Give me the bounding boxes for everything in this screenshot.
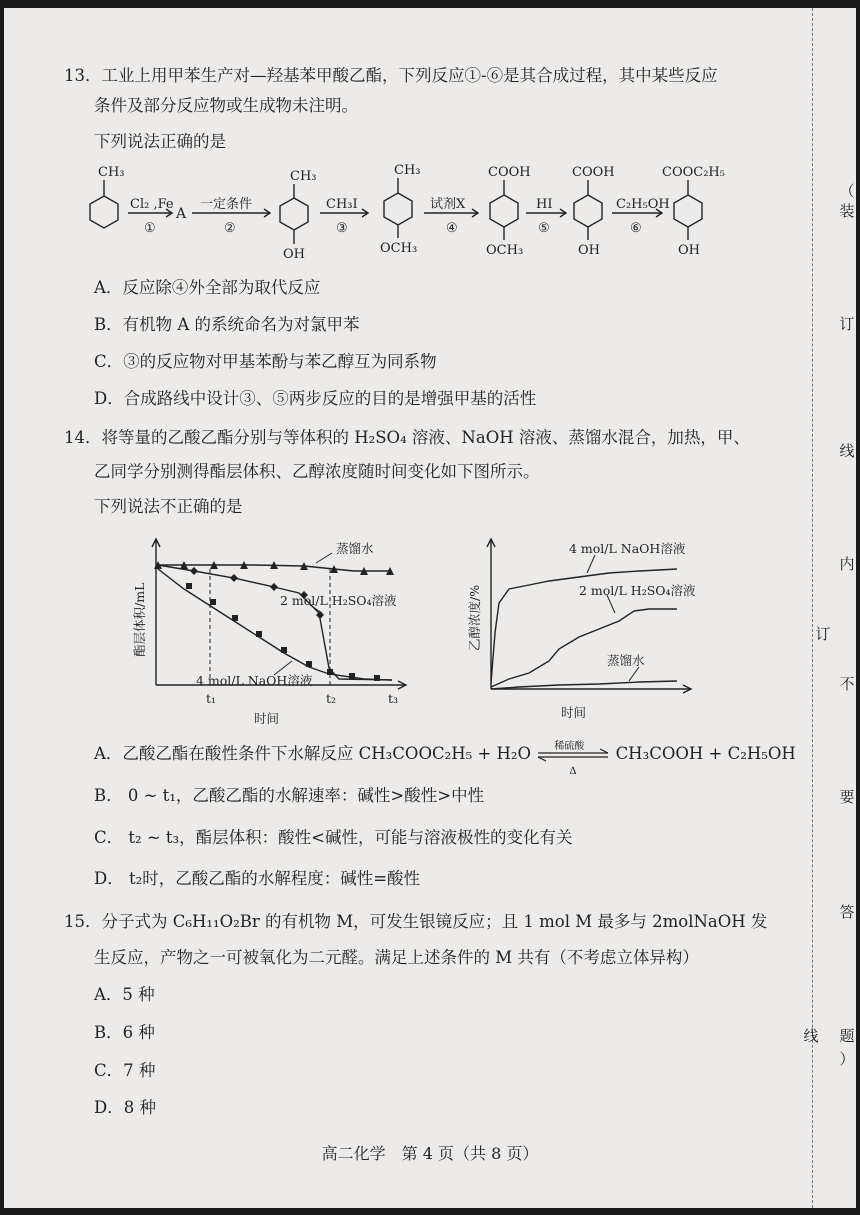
toluene-ch3: CH₃ <box>98 165 125 180</box>
q14-option-a <box>94 740 796 777</box>
side-char-1: 装 <box>839 202 855 220</box>
benzene-ring-5 <box>574 195 602 227</box>
step-6: ⑥ <box>630 221 642 236</box>
acid2-oh: OH <box>578 243 600 258</box>
ester-group: COOC₂H₅ <box>662 165 725 180</box>
reversible-arrow <box>536 740 610 777</box>
q13-option-a: A．反应除④外全部为取代反应 <box>94 278 321 297</box>
step-5: ⑤ <box>538 221 550 236</box>
q13-option-c: C．③的反应物对甲基苯酚与苯乙醇互为同系物 <box>94 352 437 371</box>
label-naoh-r: 4 mol/L NaOH溶液 <box>569 541 686 556</box>
cond-1: Cl₂ ,Fe <box>130 197 174 212</box>
acid1-och3: OCH₃ <box>486 243 524 258</box>
benzene-ring-3 <box>384 193 412 225</box>
cond-bottom: Δ <box>569 765 577 777</box>
right-xlabel: 时间 <box>561 705 587 720</box>
h2so4-ethanol-curve <box>491 609 677 687</box>
step-3: ③ <box>336 221 348 236</box>
cresol-oh: OH <box>283 247 305 262</box>
side-char-4: 内 <box>839 555 855 573</box>
q15-option-c: C．7 种 <box>94 1061 156 1080</box>
cresol-ch3: CH₃ <box>290 169 317 184</box>
q14-prompt: 下列说法不正确的是 <box>94 497 243 516</box>
cond-4: 试剂X <box>430 197 466 212</box>
side-char-10: 题 <box>839 1027 855 1045</box>
side-char-0: （ <box>839 182 855 200</box>
ethanol-concentration-chart <box>459 533 719 733</box>
q14-option-a-right: CH₃COOH + C₂H₅OH <box>615 744 796 763</box>
side-char-9: 线 <box>803 1027 819 1045</box>
left-xlabel: 时间 <box>254 711 280 726</box>
q14-option-b: B． 0 ~ t₁，乙酸乙酯的水解速率：碱性>酸性>中性 <box>94 786 485 805</box>
cond-6: C₂H₅OH <box>616 197 670 212</box>
cond-top: 稀硫酸 <box>554 740 585 752</box>
q13-option-d: D．合成路线中设计③、⑤两步反应的目的是增强甲基的活性 <box>94 389 537 408</box>
label-h2so4: 2 mol/L H₂SO₄溶液 <box>280 593 397 608</box>
step-4: ④ <box>446 221 458 236</box>
q14-option-c: C． t₂ ~ t₃，酯层体积：酸性<碱性，可能与溶液极性的变化有关 <box>94 828 573 847</box>
q14-stem-line1: 14．将等量的乙酸乙酯分别与等体积的 H₂SO₄ 溶液、NaOH 溶液、蒸馏水混合，加热，甲、 <box>64 428 750 447</box>
benzene-ring-1 <box>90 196 118 228</box>
q13-prompt: 下列说法正确的是 <box>94 132 226 151</box>
side-char-6: 不 <box>839 675 855 693</box>
tick-t2: t₂ <box>326 691 337 706</box>
q13-stem-line2: 条件及部分反应物或生成物未注明。 <box>94 96 358 115</box>
right-ylabel: 乙醇浓度/% <box>467 584 482 651</box>
exam-page <box>4 8 856 1208</box>
side-char-3: 线 <box>839 442 855 460</box>
label-water: 蒸馏水 <box>336 541 374 556</box>
q15-option-b: B．6 种 <box>94 1023 155 1042</box>
acid1-cooh: COOH <box>488 165 531 180</box>
q14-stem-line2: 乙同学分别测得酯层体积、乙醇浓度随时间变化如下图所示。 <box>94 462 540 481</box>
tick-t3: t₃ <box>388 691 399 706</box>
benzene-ring-2 <box>280 198 308 230</box>
left-ylabel: 酯层体积/mL <box>132 582 147 657</box>
q15-stem-line1: 15．分子式为 C₆H₁₁O₂Br 的有机物 M，可发生银镜反应；且 1 mol M 最多与 2molNaOH 发 <box>64 912 768 931</box>
q15-option-a: A．5 种 <box>94 985 155 1004</box>
q13-stem-line1: 13．工业上用甲苯生产对—羟基苯甲酸乙酯，下列反应①-⑥是其合成过程，其中某些反应 <box>64 66 718 85</box>
label-h2so4-r: 2 mol/L H₂SO₄溶液 <box>579 583 696 598</box>
q15-option-d: D．8 种 <box>94 1098 156 1117</box>
step-1: ① <box>144 221 156 236</box>
ester-oh: OH <box>678 243 700 258</box>
side-char-11: ） <box>839 1050 855 1068</box>
benzene-ring-6 <box>674 195 702 227</box>
label-naoh: 4 mol/L NaOH溶液 <box>196 673 313 688</box>
side-char-5: 订 <box>815 625 831 643</box>
label-water-r: 蒸馏水 <box>607 653 645 668</box>
h2so4-curve <box>158 565 392 680</box>
water-ethanol-curve <box>491 681 677 689</box>
anisole-och3: OCH₃ <box>380 241 418 256</box>
q13-option-b: B．有机物 A 的系统命名为对氯甲苯 <box>94 315 360 334</box>
cond-3: CH₃I <box>326 197 358 212</box>
anisole-ch3: CH₃ <box>394 163 421 178</box>
ester-volume-chart <box>124 533 424 733</box>
q13-synthesis-scheme <box>64 158 784 273</box>
side-char-7: 要 <box>839 788 855 806</box>
benzene-ring-4 <box>490 195 518 227</box>
step-2: ② <box>224 221 236 236</box>
cond-5: HI <box>536 197 553 212</box>
q15-stem-line2: 生反应，产物之一可被氧化为二元醛。满足上述条件的 M 共有（不考虑立体异构） <box>94 948 699 967</box>
side-char-2: 订 <box>839 315 855 333</box>
tick-t1: t₁ <box>206 691 217 706</box>
intermediate-a: A <box>176 206 187 222</box>
cond-2: 一定条件 <box>200 197 253 212</box>
q14-option-a-left: A．乙酸乙酯在酸性条件下水解反应 CH₃COOC₂H₅ + H₂O <box>94 744 532 763</box>
page-footer: 高二化学 第 4 页（共 8 页） <box>321 1144 539 1163</box>
q14-option-d: D． t₂时，乙酸乙酯的水解程度：碱性=酸性 <box>94 869 421 888</box>
side-char-8: 答 <box>839 903 855 921</box>
acid2-cooh: COOH <box>572 165 615 180</box>
